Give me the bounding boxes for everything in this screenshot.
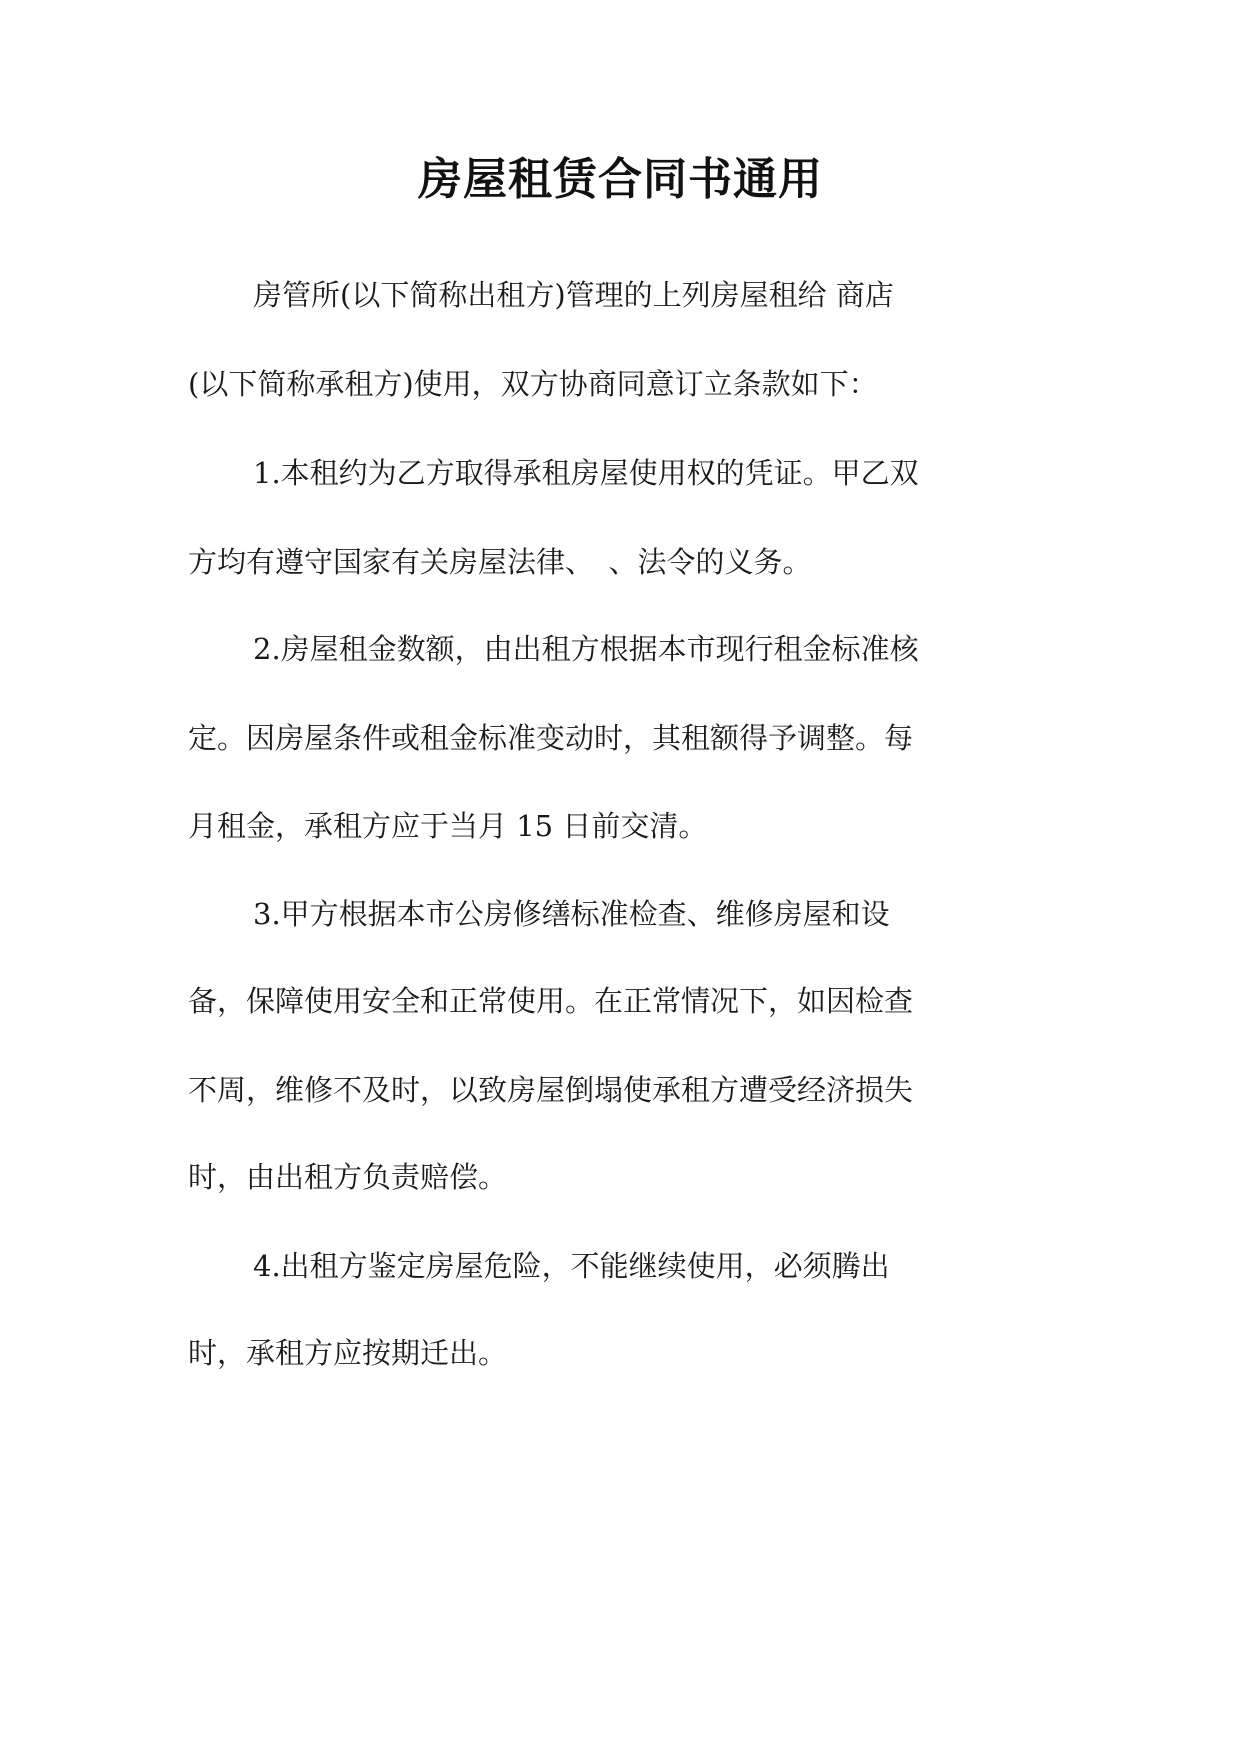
paragraph-line: 定。因房屋条件或租金标准变动时，其租额得予调整。每 <box>188 721 914 755</box>
paragraph-line: 1.本租约为乙方取得承租房屋使用权的凭证。甲乙双 <box>253 456 919 490</box>
document-title: 房屋租赁合同书通用 <box>418 154 823 205</box>
paragraph-line: (以下简称承租方)使用，双方协商同意订立条款如下： <box>188 367 878 401</box>
paragraph-line: 3.甲方根据本市公房修缮标准检查、维修房屋和设 <box>253 897 890 931</box>
paragraph-line: 备，保障使用安全和正常使用。在正常情况下，如因检查 <box>188 984 914 1018</box>
paragraph-line: 不周，维修不及时，以致房屋倒塌使承租方遭受经济损失 <box>188 1073 914 1107</box>
paragraph-line: 4.出租方鉴定房屋危险，不能继续使用，必须腾出 <box>253 1249 890 1283</box>
paragraph-line: 房管所(以下简称出租方)管理的上列房屋租给 商店 <box>253 278 894 312</box>
paragraph-line: 2.房屋租金数额，由出租方根据本市现行租金标准核 <box>253 632 919 666</box>
paragraph-line: 月租金，承租方应于当月 15 日前交清。 <box>188 809 708 843</box>
paragraph-line: 方均有遵守国家有关房屋法律、 、法令的义务。 <box>188 545 812 579</box>
paragraph-line: 时，由出租方负责赔偿。 <box>188 1160 508 1194</box>
paragraph-line: 时，承租方应按期迁出。 <box>188 1336 508 1370</box>
